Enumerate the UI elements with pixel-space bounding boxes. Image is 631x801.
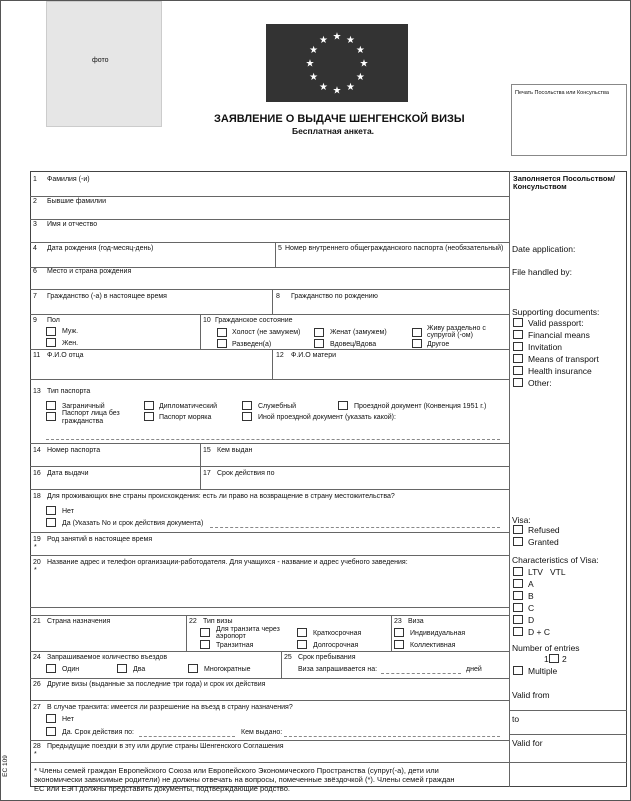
doc-label: Valid passport: xyxy=(528,318,584,328)
visa-type-label: C xyxy=(528,603,535,613)
photo-label: фото xyxy=(92,57,109,64)
days-input-line[interactable] xyxy=(381,673,461,674)
star-icon: ★ xyxy=(346,35,355,47)
separated-label: Живу раздельно с xyxy=(427,325,486,332)
destination-label: Страна назначения xyxy=(47,618,111,625)
short-term-label: Краткосрочная xyxy=(313,630,362,637)
entry-multiple-checkbox[interactable] xyxy=(513,666,523,675)
one-entry-label: Один xyxy=(62,666,80,673)
num-4: 4 xyxy=(33,245,37,252)
citizenship-label: Гражданство (-а) в настоящее время xyxy=(47,293,167,300)
sep xyxy=(200,314,201,349)
sep xyxy=(200,443,201,489)
num-28: 28 xyxy=(33,743,41,750)
passport-type-label: Тип паспорта xyxy=(47,388,91,395)
stateless-checkbox[interactable] xyxy=(46,412,56,421)
row-divider xyxy=(30,532,509,533)
previous-trips-label: Предыдущие поездки в эту или другие страны Шенгенского Соглашения xyxy=(47,743,284,750)
sep xyxy=(186,615,187,651)
passport-number-label: Номер паспорта xyxy=(47,447,101,454)
entry-2-checkbox[interactable] xyxy=(549,654,559,663)
side-code-wrap xyxy=(3,752,23,782)
ltv-label: LTV xyxy=(528,567,543,577)
doc-checkbox[interactable] xyxy=(513,318,523,327)
star-icon: ★ xyxy=(332,85,342,97)
other-marital-checkbox[interactable] xyxy=(412,339,422,348)
separated-checkbox[interactable] xyxy=(412,328,422,337)
visa-type-label: A xyxy=(528,579,534,589)
entry-1-label: 1 xyxy=(544,654,549,664)
internal-passport-label: Номер внутреннего общегражданского паспорта (необязательный) xyxy=(285,245,504,252)
doc-label: Invitation xyxy=(528,342,563,352)
refused-checkbox[interactable] xyxy=(513,525,523,534)
row-divider xyxy=(30,678,509,679)
permit-yes-checkbox[interactable] xyxy=(46,727,56,736)
other-marital-label: Другое xyxy=(427,341,450,348)
num-16: 16 xyxy=(33,470,41,477)
permit-yes-label: Да. Срок действия по: xyxy=(62,729,134,736)
visa-type-label: Тип визы xyxy=(203,618,233,625)
former-surnames-label: Бывшие фамилии xyxy=(47,198,106,205)
star-icon: ★ xyxy=(309,72,319,83)
num-14: 14 xyxy=(33,447,41,454)
collective-label: Коллективная xyxy=(410,642,456,649)
sep xyxy=(275,242,276,267)
doc-label: Health insurance xyxy=(528,366,592,376)
num-21: 21 xyxy=(33,618,41,625)
visa-type-checkbox[interactable] xyxy=(513,627,523,636)
long-term-checkbox[interactable] xyxy=(297,640,307,649)
issue-date-label: Дата выдачи xyxy=(47,470,89,477)
father-label: Ф.И.О отца xyxy=(47,352,84,359)
star-icon: ★ xyxy=(319,81,328,93)
long-term-label: Долгосрочная xyxy=(313,642,359,649)
num-15: 15 xyxy=(203,447,211,454)
date-application-label: Date application: xyxy=(512,244,576,254)
collective-checkbox[interactable] xyxy=(394,640,404,649)
other-doc-line[interactable] xyxy=(46,439,500,440)
star-icon: ★ xyxy=(346,81,355,93)
doc-checkbox[interactable] xyxy=(513,378,523,387)
supporting-docs-label: Supporting documents: xyxy=(512,307,600,317)
num-18: 18 xyxy=(33,493,41,500)
row-divider xyxy=(30,314,509,315)
num-24: 24 xyxy=(33,654,41,661)
sidebar-heading: Заполняется Посольством/ xyxy=(513,174,616,183)
return-yes-line[interactable] xyxy=(210,527,500,528)
row-divider xyxy=(30,740,509,741)
valid-for-label: Valid for xyxy=(512,738,543,748)
num-26: 26 xyxy=(33,681,41,688)
issued-by-label: Кем выдан xyxy=(217,447,253,454)
row-divider xyxy=(30,466,509,467)
airport-transit-label-2: аэропорт xyxy=(216,633,246,640)
permit-no-checkbox[interactable] xyxy=(46,714,56,723)
valid-to-label: to xyxy=(512,714,520,724)
return-yes-label: Да (Указать No и срок действия документа) xyxy=(62,520,204,527)
num-5: 5 xyxy=(278,245,282,252)
airport-transit-label: Для транзита через xyxy=(216,626,280,633)
star-icon: ★ xyxy=(355,72,365,83)
num-20: 20 xyxy=(33,559,41,566)
ordinary-passport-label: Заграничный xyxy=(62,403,105,410)
footer-note-3: ЕС или ЕЭП должны представить документы, подтверждающие родство. xyxy=(34,784,290,793)
row-divider xyxy=(30,219,509,220)
citizenship-birth-label: Гражданство по рождению xyxy=(291,293,378,300)
ltv-checkbox[interactable] xyxy=(513,567,523,576)
widowed-label: Вдовец/Вдова xyxy=(330,341,377,348)
row-divider xyxy=(30,762,627,763)
visa-decision-label: Visa: xyxy=(512,515,531,525)
doc-checkbox[interactable] xyxy=(513,366,523,375)
service-checkbox[interactable] xyxy=(242,401,252,410)
row-divider xyxy=(30,489,509,490)
visa-type-label: D + C xyxy=(528,627,550,637)
stateless-label: Паспорт лица без xyxy=(62,410,120,417)
row-divider xyxy=(30,196,509,197)
individual-label: Индивидуальная xyxy=(410,630,466,637)
vtl-label: VTL xyxy=(550,567,566,577)
num-8: 8 xyxy=(276,293,280,300)
star-icon: ★ xyxy=(309,45,319,56)
seaman-label: Паспорт моряка xyxy=(159,414,212,421)
eu-flag-icon xyxy=(266,24,408,102)
married-label: Женат (замужем) xyxy=(330,329,387,336)
entry-multiple-label: Multiple xyxy=(528,666,558,676)
star-19: * xyxy=(34,544,37,551)
row-divider xyxy=(30,242,509,243)
dob-label: Дата рождения (год-месяц-день) xyxy=(47,245,154,252)
marital-label: Гражданское состояние xyxy=(215,317,293,324)
ordinary-passport-checkbox[interactable] xyxy=(46,401,56,410)
first-name-label: Имя и отчество xyxy=(47,221,98,228)
entry-2-label: 2 xyxy=(562,654,567,664)
num-11: 11 xyxy=(33,352,41,359)
page-subtitle: Бесплатная анкета. xyxy=(292,126,375,136)
employer-label: Название адрес и телефон организации-работодателя. Для учащихся - название и адрес учебного заведения: xyxy=(47,559,408,566)
visa-label: Виза xyxy=(408,618,424,625)
service-label: Служебный xyxy=(258,403,297,410)
row-divider xyxy=(30,607,509,608)
star-28: * xyxy=(34,751,37,758)
entries-count-label: Number of entries xyxy=(512,643,580,653)
page-title: ЗАЯВЛЕНИЕ О ВЫДАЧЕ ШЕНГЕНСКОЙ ВИЗЫ xyxy=(214,113,465,125)
male-label: Муж. xyxy=(62,328,79,335)
female-checkbox[interactable] xyxy=(46,338,56,347)
doc-label: Financial means xyxy=(528,330,590,340)
married-checkbox[interactable] xyxy=(314,328,324,337)
travel-doc-checkbox[interactable] xyxy=(338,401,348,410)
return-no-label: Нет xyxy=(62,508,74,515)
file-handled-label: File handled by: xyxy=(512,267,573,277)
return-right-label: Для проживающих вне страны происхождения: есть ли право на возвращение в страну местожительства? xyxy=(47,493,395,500)
row-divider xyxy=(30,289,509,290)
mother-label: Ф.И.О матери xyxy=(291,352,337,359)
sep xyxy=(272,349,273,379)
short-term-checkbox[interactable] xyxy=(297,628,307,637)
return-yes-checkbox[interactable] xyxy=(46,518,56,527)
valid-from-label: Valid from xyxy=(512,690,550,700)
two-entries-checkbox[interactable] xyxy=(117,664,127,673)
granted-checkbox[interactable] xyxy=(513,537,523,546)
sidebar-divider xyxy=(509,171,510,787)
sidebar-heading-2: Консульством xyxy=(513,182,567,191)
one-entry-checkbox[interactable] xyxy=(46,664,56,673)
single-checkbox[interactable] xyxy=(217,328,227,337)
sidebar-sep xyxy=(509,710,627,711)
footer-note-1: * Члены семей граждан Европейского Союза или Европейского Экономического Пространства (супруг(-а), дети или xyxy=(34,766,439,775)
stay-duration-label: Срок пребывания xyxy=(298,654,356,661)
num-1: 1 xyxy=(33,176,37,183)
row-divider xyxy=(30,700,509,701)
birthplace-label: Место и страна рождения xyxy=(47,268,132,275)
sep xyxy=(281,651,282,678)
multiple-entries-label: Многократные xyxy=(204,666,251,673)
side-code: EC 109 xyxy=(1,755,9,777)
visa-type-label: D xyxy=(528,615,535,625)
num-3: 3 xyxy=(33,221,37,228)
surname-label: Фамилия (-и) xyxy=(47,176,90,183)
doc-checkbox[interactable] xyxy=(513,330,523,339)
visa-type-checkbox[interactable] xyxy=(513,579,523,588)
single-label: Холост (не замужем) xyxy=(232,329,301,336)
stamp-label: Печать Посольства или Консульства xyxy=(515,90,609,96)
star-icon: ★ xyxy=(355,45,365,56)
granted-label: Granted xyxy=(528,537,559,547)
star-20: * xyxy=(34,567,37,574)
permit-date-line[interactable] xyxy=(139,736,235,737)
row-divider xyxy=(30,443,509,444)
star-icon: ★ xyxy=(305,58,315,70)
num-19: 19 xyxy=(33,536,41,543)
occupation-label: Род занятий в настоящее время xyxy=(47,536,153,543)
visa-type-checkbox[interactable] xyxy=(513,603,523,612)
star-icon: ★ xyxy=(332,31,342,43)
row-divider xyxy=(30,615,509,616)
doc-label: Other: xyxy=(528,378,552,388)
seaman-checkbox[interactable] xyxy=(144,412,154,421)
widowed-checkbox[interactable] xyxy=(314,339,324,348)
return-no-checkbox[interactable] xyxy=(46,506,56,515)
doc-label: Means of transport xyxy=(528,354,599,364)
transit-permit-label: В случае транзита: имеется ли разрешение на въезд в страну назначения? xyxy=(47,704,293,711)
row-divider xyxy=(30,651,509,652)
num-7: 7 xyxy=(33,293,37,300)
entries-label: Запрашиваемое количество въездов xyxy=(47,654,168,661)
other-visas-label: Другие визы (выданные за последние три года) и срок их действия xyxy=(47,681,266,688)
transit-checkbox[interactable] xyxy=(200,640,210,649)
permit-by-line[interactable] xyxy=(284,736,500,737)
star-icon: ★ xyxy=(319,35,328,47)
footer-note-2: экономически зависимые родители) не должны отвечать на вопросы, помеченные звёздочкой (*). Члены семей граждан xyxy=(34,775,455,784)
male-checkbox[interactable] xyxy=(46,327,56,336)
sep xyxy=(391,615,392,651)
stateless-label-2: гражданства xyxy=(62,418,104,425)
two-entries-label: Два xyxy=(133,666,146,673)
sex-label: Пол xyxy=(47,317,60,324)
visa-type-label: B xyxy=(528,591,534,601)
transit-label: Транзитная xyxy=(216,642,254,649)
row-divider xyxy=(30,555,509,556)
visa-type-checkbox[interactable] xyxy=(513,615,523,624)
num-27: 27 xyxy=(33,704,41,711)
divorced-checkbox[interactable] xyxy=(217,339,227,348)
sep xyxy=(272,289,273,314)
valid-until-label: Срок действия по xyxy=(217,470,275,477)
row-divider xyxy=(30,379,509,380)
num-6: 6 xyxy=(33,268,37,275)
days-label: дней xyxy=(466,666,482,673)
num-23: 23 xyxy=(394,618,402,625)
characteristics-label: Characteristics of Visa: xyxy=(512,555,599,565)
visa-type-checkbox[interactable] xyxy=(513,591,523,600)
female-label: Жен. xyxy=(62,340,79,347)
airport-transit-checkbox[interactable] xyxy=(200,628,210,637)
diplomatic-label: Дипломатический xyxy=(159,403,218,410)
doc-checkbox[interactable] xyxy=(513,342,523,351)
other-doc-label: Иной проездной документ (указать какой): xyxy=(258,414,396,421)
multiple-entries-checkbox[interactable] xyxy=(188,664,198,673)
travel-doc-label: Проездной документ (Конвенция 1951 г.) xyxy=(354,403,487,410)
refused-label: Refused xyxy=(528,525,560,535)
star-icon: ★ xyxy=(359,58,369,70)
row-divider xyxy=(30,349,509,350)
individual-checkbox[interactable] xyxy=(394,628,404,637)
permit-by-label: Кем выдано: xyxy=(241,729,283,736)
num-2: 2 xyxy=(33,198,37,205)
num-9: 9 xyxy=(33,317,37,324)
sidebar-sep xyxy=(509,734,627,735)
num-25: 25 xyxy=(284,654,292,661)
doc-checkbox[interactable] xyxy=(513,354,523,363)
visa-requested-label: Виза запрашивается на: xyxy=(298,666,378,673)
divorced-label: Разведен(а) xyxy=(232,341,272,348)
diplomatic-checkbox[interactable] xyxy=(144,401,154,410)
other-doc-checkbox[interactable] xyxy=(242,412,252,421)
num-17: 17 xyxy=(203,470,211,477)
permit-no-label: Нет xyxy=(62,716,74,723)
num-13: 13 xyxy=(33,388,41,395)
separated-label-2: супругой (-ом) xyxy=(427,332,473,339)
num-10: 10 xyxy=(203,317,211,324)
num-12: 12 xyxy=(276,352,284,359)
num-22: 22 xyxy=(189,618,197,625)
